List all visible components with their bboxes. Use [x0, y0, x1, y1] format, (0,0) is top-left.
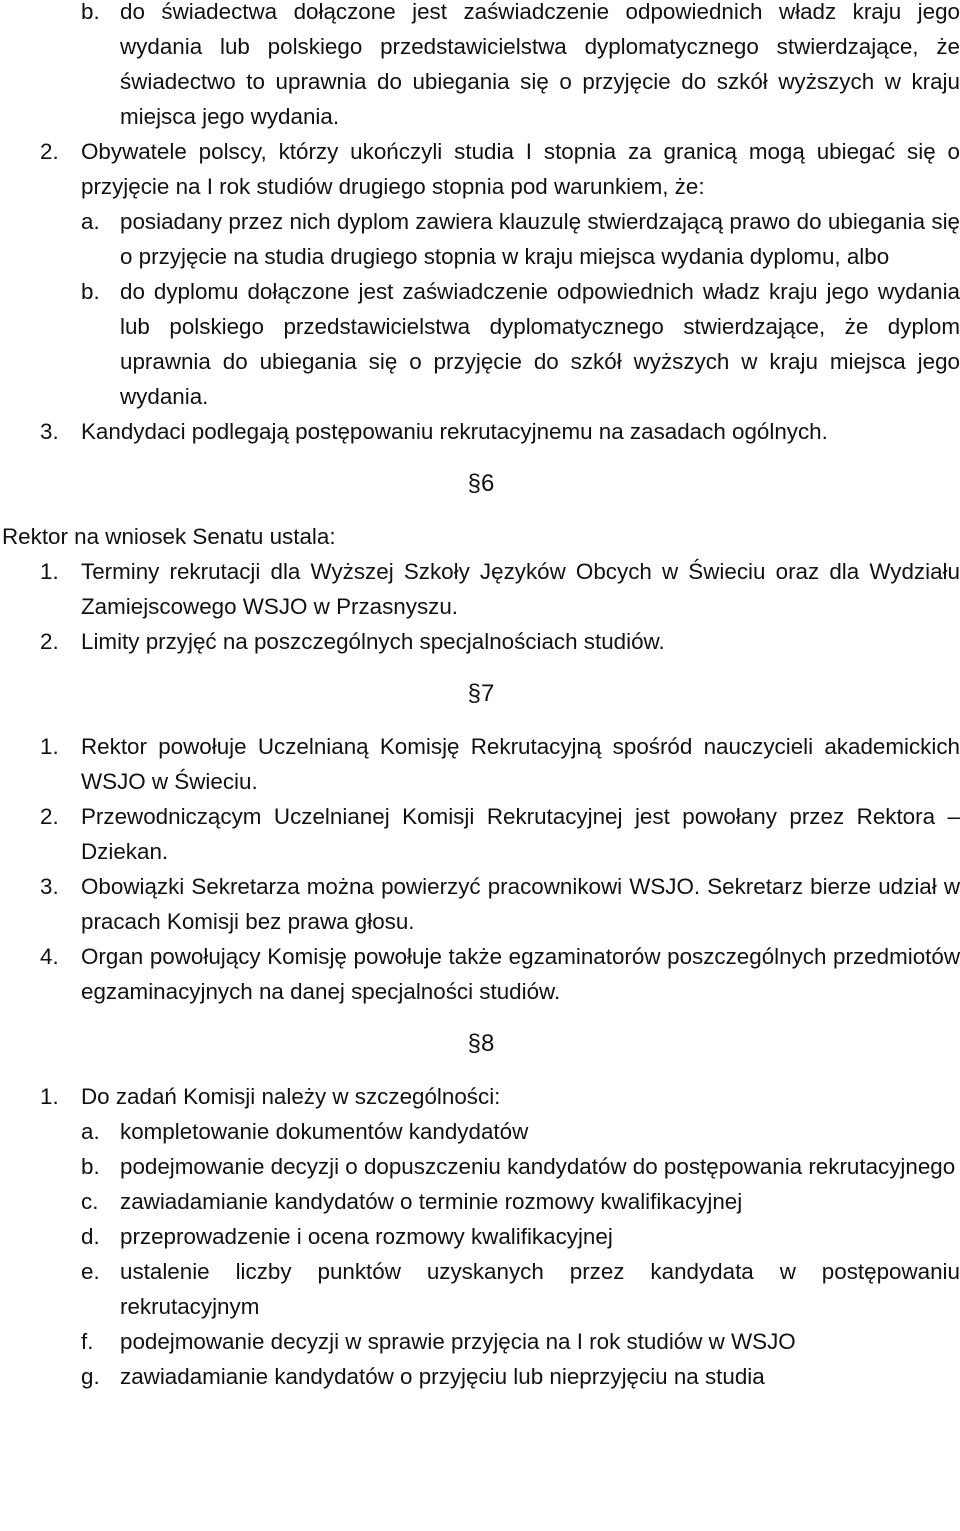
list-item-text: do dyplomu dołączone jest zaświadczenie odpowiednich władz kraju jego wydania lub polskiego przedstawicielstwa dyplomatycznego stwierdzające, że dyplom uprawnia do ubiegania się o przyjęcie do szkół wyższych w kraju miejsca jego wydania. [120, 279, 960, 409]
list-item [0, 1149, 960, 1184]
list-marker: a. [81, 1119, 100, 1144]
list-item-text: Kandydaci podlegają postępowaniu rekrutacyjnemu na zasadach ogólnych. [81, 419, 828, 444]
list-marker: 4. [40, 944, 59, 969]
list-marker: b. [81, 1154, 100, 1179]
list-item-text: Limity przyjęć na poszczególnych specjalnościach studiów. [81, 629, 665, 654]
list-item-text: posiadany przez nich dyplom zawiera klauzulę stwierdzającą prawo do ubiegania się o przyjęcie na studia drugiego stopnia w kraju miejsca wydania dyplomu, albo [120, 209, 960, 269]
list-marker: b. [81, 279, 100, 304]
list-item-text: Obywatele polscy, którzy ukończyli studia I stopnia za granicą mogą ubiegać się o przyjęcie na I rok studiów drugiego stopnia pod warunkiem, że: [81, 139, 960, 199]
list-item [0, 554, 960, 624]
list-item [0, 414, 960, 449]
list-marker: 3. [40, 419, 59, 444]
list-item-text: podejmowanie decyzji w sprawie przyjęcia na I rok studiów w WSJO [120, 1329, 796, 1354]
list-item [0, 274, 960, 414]
list-item [0, 0, 960, 134]
list-item-text: Do zadań Komisji należy w szczególności: [81, 1084, 501, 1109]
list-marker: f. [81, 1329, 94, 1354]
list-item-text: Organ powołujący Komisję powołuje także egzaminatorów poszczególnych przedmiotów egzaminacyjnych na danej specjalności studiów. [81, 944, 960, 1004]
list-marker: 2. [40, 804, 59, 829]
list-item [0, 729, 960, 799]
list-item [0, 1359, 960, 1394]
section-heading-7: §7 [467, 680, 495, 707]
list-item-text: Terminy rekrutacji dla Wyższej Szkoły Języków Obcych w Świeciu oraz dla Wydziału Zamiejscowego WSJO w Przasnyszu. [81, 559, 960, 619]
list-marker: 2. [40, 139, 59, 164]
list-marker: g. [81, 1364, 100, 1389]
list-marker: 1. [40, 1084, 59, 1109]
list-item-text: Rektor powołuje Uczelnianą Komisję Rekrutacyjną spośród nauczycieli akademickich WSJO w Świeciu. [81, 734, 960, 794]
list-item-text: do świadectwa dołączone jest zaświadczenie odpowiednich władz kraju jego wydania lub polskiego przedstawicielstwa dyplomatycznego stwierdzające, że świadectwo to uprawnia do ubiegania się o przyjęcie do szkół wyższych w kraju miejsca jego wydania. [120, 0, 960, 129]
list-item-text: kompletowanie dokumentów kandydatów [120, 1119, 529, 1144]
list-item [0, 1324, 960, 1359]
list-item [0, 624, 960, 659]
list-marker: 1. [40, 734, 59, 759]
section-heading-8: §8 [467, 1030, 495, 1057]
list-item-text: podejmowanie decyzji o dopuszczeniu kandydatów do postępowania rekrutacyjnego [120, 1154, 956, 1179]
list-item [0, 1219, 960, 1254]
list-item [0, 1184, 960, 1219]
list-item [0, 1079, 960, 1114]
list-marker: 1. [40, 559, 59, 584]
list-item-text: przeprowadzenie i ocena rozmowy kwalifikacyjnej [120, 1224, 613, 1249]
list-item-text: zawiadamianie kandydatów o przyjęciu lub nieprzyjęciu na studia [120, 1364, 765, 1389]
list-item [0, 204, 960, 274]
list-item [0, 869, 960, 939]
list-marker: b. [81, 0, 100, 24]
list-item-text: Przewodniczącym Uczelnianej Komisji Rekrutacyjnej jest powołany przez Rektora – Dziekan. [81, 804, 960, 864]
list-item [0, 1254, 960, 1324]
list-item [0, 939, 960, 1009]
section-heading-6: §6 [467, 470, 495, 497]
list-marker: c. [81, 1189, 99, 1214]
list-marker: e. [81, 1259, 100, 1284]
list-item-text: ustalenie liczby punktów uzyskanych przez kandydata w postępowaniu rekrutacyjnym [120, 1259, 960, 1319]
list-item-text: Obowiązki Sekretarza można powierzyć pracownikowi WSJO. Sekretarz bierze udział w pracach Komisji bez prawa głosu. [81, 874, 960, 934]
list-item [0, 1114, 960, 1149]
list-item [0, 134, 960, 204]
list-marker: 2. [40, 629, 59, 654]
list-item-text: zawiadamianie kandydatów o terminie rozmowy kwalifikacyjnej [120, 1189, 743, 1214]
list-marker: d. [81, 1224, 100, 1249]
section-intro: Rektor na wniosek Senatu ustala: [2, 524, 336, 549]
list-item [0, 799, 960, 869]
list-marker: 3. [40, 874, 59, 899]
list-marker: a. [81, 209, 100, 234]
